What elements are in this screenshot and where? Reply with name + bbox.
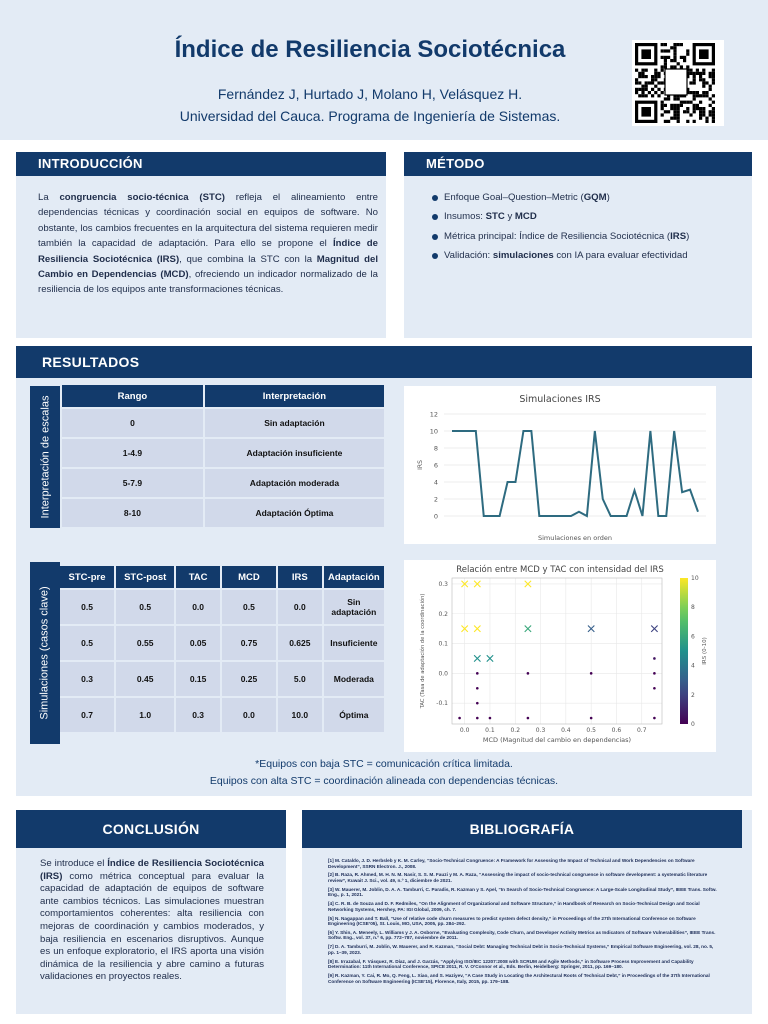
y-tick-label: 8 (433, 444, 438, 453)
column-header: TAC (176, 566, 220, 588)
scatter-point (653, 717, 656, 720)
colorbar (680, 578, 688, 724)
table-cell: 8-10 (62, 499, 203, 527)
table-row (62, 499, 384, 527)
column-header: STC-post (116, 566, 174, 588)
table-cell: 0.45 (116, 662, 174, 696)
table-cell: 0.0 (176, 590, 220, 624)
header-band (0, 0, 768, 140)
table-cell: 0.3 (176, 698, 220, 732)
qr-code-icon (632, 40, 724, 126)
table-cell: 0.5 (222, 590, 276, 624)
scatter-point (651, 625, 657, 631)
table-cell: 0 (62, 409, 203, 437)
table-cell: 1-4.9 (62, 439, 203, 467)
table-cell: 0.75 (222, 626, 276, 660)
table-cell: 0.25 (222, 662, 276, 696)
y-axis-label: TAC (Tasa de adaptación de la coordinación) (420, 593, 426, 709)
scatter-point (525, 625, 531, 631)
scatter-point (476, 702, 479, 705)
y-axis-label: IRS (417, 460, 424, 470)
x-tick-label: 0.7 (636, 727, 647, 734)
table-cell: 0.55 (116, 626, 174, 660)
method-list (430, 190, 732, 268)
y-tick-label: 0.0 (438, 670, 448, 678)
scale-vertical-label: Interpretación de escalas (30, 386, 60, 528)
table-cell: 0.3 (60, 662, 114, 696)
scatter-point (590, 672, 593, 675)
table-cell: 5.0 (278, 662, 322, 696)
table-cell: 1.0 (116, 698, 174, 732)
table-row (62, 469, 384, 497)
reference-item: [8] E. Irrazabal, F. Vásquez, R. Díaz, and J. Garzás, “Applying ISO/IEC 12207:2008 with SCRUM and Agile Methods,” in Software Process Improvement and Capability Determination: 11th International Conference, SPICE 2011, R. V. O’Connor et al., Eds. Berlin, Heidelberg: Springer, 2011, pp. 169–180. (328, 958, 694, 970)
reference-item: [2] B. Raza, R. Ahmed, M. H. N. M. Nasir, S. S. M. Fauzi y M. A. Raza, “Assessing the impact of socio-technical congruence in software development: a systematic literature review”, Kuwait J. Sci., vol. 49, n.º 1, diciembre de 2021. (328, 872, 708, 883)
x-tick-label: 0.4 (561, 727, 571, 734)
reference-item: [6] Y. Shin, A. Meneely, L. Williams y J. A. Osborne, “Evaluating Complexity, Code Churn, and Developer Activity Metrics as Indicators of Software Vulnerabilities”, IEEE Trans. Softw. Eng., vol. 37, n.º 6, pp. 772–787, noviembre de 2011. (328, 929, 716, 941)
x-axis-label: Simulaciones en orden (537, 534, 613, 542)
reference-item: [9] R. Kazman, Y. Cai, R. Mo, Q. Feng, L. Xiao, and S. Haziyev, “A Case Study in Locating the Architectural Roots of Technical Debt,” in Proceedings of the 37th International Conference on Software Engineering (ICSE’15), Florence, Italy, 2015, pp. 179–188. (328, 973, 710, 984)
table-cell: Adaptación insuficiente (205, 439, 384, 467)
conclusion-heading: CONCLUSIÓN (16, 810, 286, 848)
reference-item: [5] N. Nagappan and T. Ball, “Use of relative code churn measures to predict system defect density,” in Proceedings of the 27th International Conference on Software Engineering (ICSE’05), St. Louis, MO, USA, 2005, pp. 284–292. (328, 915, 696, 927)
x-axis-label: MCD (Magnitud del cambio en dependencias) (482, 736, 632, 744)
scatter-point (476, 672, 479, 675)
y-tick-label: 0 (433, 512, 438, 521)
x-tick-label: 0.3 (535, 727, 546, 734)
y-tick-label: 0.3 (438, 580, 448, 588)
scale-table (60, 383, 386, 529)
intro-text: La congruencia socio-técnica (STC) refleja el alineamiento entre dependencias técnicas y coordinación social en equipos de software. No obstante, los cambios frecuentes en la arquitectura del sistema requieren medir también la capacidad de adaptación. Para ello se propone el Índice de Resiliencia Sociotécnica (IRS), que combina la STC con la Magnitud del Cambio en Dependencias (MCD), ofreciendo un indicador normalizado de la resiliencia de los equipos ante transformaciones técnicas. (38, 192, 379, 296)
scatter-point (458, 717, 461, 720)
table-cell: 0.0 (278, 590, 322, 624)
scatter-chart-title: Relación entre MCD y TAC con intensidad del IRS (456, 565, 664, 575)
table-row (60, 590, 384, 624)
colorbar-label: IRS (0-10) (702, 637, 708, 665)
irs-series-line (452, 431, 698, 516)
table-cell: Insuficiente (324, 626, 384, 660)
method-item: Métrica principal: Índice de Resiliencia Sociotécnica (IRS) (430, 229, 732, 244)
table-cell: 5-7.9 (62, 469, 203, 497)
x-tick-label: 0.6 (611, 727, 622, 734)
table-cell: Adaptación moderada (205, 469, 384, 497)
scatter-point (527, 717, 530, 720)
column-header: IRS (278, 566, 322, 588)
colorbar-tick-label: 8 (691, 604, 695, 612)
table-row (60, 662, 384, 696)
reference-item: [7] D. A. Tamburri, M. Joblin, W. Mauerer, and R. Kazman, “Social Debt: Managing Technical Debt in Socio-Technical Systems,” Empirical Software Engineering, vol. 28, no. 5, pp. 1–39, 2023. (328, 944, 714, 955)
method-heading: MÉTODO (404, 152, 752, 176)
affiliation: Universidad del Cauca. Programa de Ingeniería de Sistemas. (179, 108, 561, 124)
colorbar-tick-label: 4 (691, 662, 695, 670)
reference-item: [4] C. R. B. de Souza and D. F. Redmiles, “On the Alignment of Organizational and Software Structure,” in Handbook of Research on Socio-Technical Design and Social Networking Systems, Hershey, PA: IGI Global, 2009, ch. 7. (328, 901, 700, 912)
y-tick-label: 0.1 (438, 640, 448, 648)
results-heading: RESULTADOS (16, 346, 752, 378)
scatter-point (653, 687, 656, 690)
method-item: Validación: simulaciones con IA para evaluar efectividad (430, 248, 732, 263)
colorbar-tick-label: 0 (691, 721, 695, 728)
method-item: Enfoque Goal–Question–Metric (GQM) (430, 190, 732, 205)
sim-vertical-label: Simulaciones (casos clave) (30, 562, 60, 744)
column-header: Rango (62, 385, 203, 407)
colorbar-tick-label: 10 (691, 575, 699, 582)
table-row (62, 409, 384, 437)
mcd-tac-scatter-chart (404, 560, 716, 752)
table-cell: 0.5 (116, 590, 174, 624)
simulation-table (58, 564, 386, 734)
scatter-point (653, 672, 656, 675)
column-header: Adaptación (324, 566, 384, 588)
x-tick-label: 0.5 (586, 727, 596, 734)
colorbar-tick-label: 2 (691, 691, 695, 699)
table-cell: 0.5 (60, 626, 114, 660)
table-cell: 0.05 (176, 626, 220, 660)
scatter-point (474, 625, 480, 631)
scatter-point (590, 717, 593, 720)
y-tick-label: 10 (429, 427, 438, 436)
scatter-point (653, 657, 656, 660)
table-cell: Adaptación Óptima (205, 499, 384, 527)
poster-title: Índice de Resiliencia Sociotécnica (174, 36, 566, 63)
x-tick-label: 0.0 (459, 727, 470, 734)
scatter-point (527, 672, 530, 675)
x-tick-label: 0.1 (485, 727, 495, 734)
intro-heading: INTRODUCCIÓN (16, 152, 386, 176)
y-tick-label: 4 (433, 478, 438, 487)
y-tick-label: -0.1 (436, 700, 448, 708)
table-cell: 0.0 (222, 698, 276, 732)
scatter-point (476, 717, 479, 720)
table-cell: 0.5 (60, 590, 114, 624)
table-row (60, 626, 384, 660)
y-tick-label: 0.2 (438, 610, 448, 618)
table-row (60, 698, 384, 732)
table-cell: Sin adaptación (324, 590, 384, 624)
conclusion-text: Se introduce el Índice de Resiliencia Sociotécnica (IRS) como métrica conceptual para evaluar la capacidad de adaptación de equipos de software ante cambios técnicos. Las simulaciones muestran comportamientos coherentes: alta resiliencia con mejoras de coordinación y cambios moderados, y baja resiliencia en escenarios disruptivos. Aunque es un enfoque exploratorio, el IRS aporta una visión dinámica de la resiliencia y abre camino a futuras validaciones en proyectos reales. (40, 858, 264, 983)
authors: Fernández J, Hurtado J, Molano H, Velásquez H. (217, 86, 523, 102)
y-tick-label: 6 (433, 461, 438, 470)
table-cell: 0.7 (60, 698, 114, 732)
table-cell: 0.15 (176, 662, 220, 696)
plot-frame (452, 578, 662, 724)
bibliography-heading: BIBLIOGRAFÍA (302, 810, 742, 848)
irs-line-chart (404, 386, 716, 544)
table-cell: Moderada (324, 662, 384, 696)
column-header: MCD (222, 566, 276, 588)
y-tick-label: 2 (433, 495, 438, 504)
bibliography-list (328, 858, 718, 987)
column-header: STC-pre (60, 566, 114, 588)
note-2: Equipos con alta STC = coordinación alineada con dependencias técnicas. (209, 775, 559, 787)
method-item: Insumos: STC y MCD (430, 209, 732, 224)
line-chart-title: Simulaciones IRS (519, 394, 601, 405)
x-tick-label: 0.2 (510, 727, 521, 734)
scatter-point (474, 655, 480, 661)
table-cell: Sin adaptación (205, 409, 384, 437)
table-cell: 10.0 (278, 698, 322, 732)
colorbar-tick-label: 6 (691, 633, 695, 641)
table-cell: Óptima (324, 698, 384, 732)
reference-item: [3] W. Mauerer, M. Joblin, D. A. A. Tamburri, C. Paradis, R. Kazman y S. Apel, “In Search of Socio-Technical Congruence: A Large-Scale Longitudinal Study”, IEEE Trans. Softw. Eng., p. 1, 2021. (328, 886, 717, 898)
table-cell: 0.625 (278, 626, 322, 660)
note-1: *Equipos con baja STC = comunicación crítica limitada. (255, 758, 513, 770)
column-header: Interpretación (205, 385, 384, 407)
y-tick-label: 12 (429, 410, 438, 419)
scatter-point (489, 717, 492, 720)
table-row (62, 439, 384, 467)
reference-item: [1] M. Cataldo, J. D. Herbsleb y K. M. Carley, “Socio-Technical Congruence: A Framework for Assessing the Impact of Technical and Work Dependencies on Software Development”, SSRN Electron. J., 2008. (328, 858, 695, 869)
scatter-point (476, 687, 479, 690)
